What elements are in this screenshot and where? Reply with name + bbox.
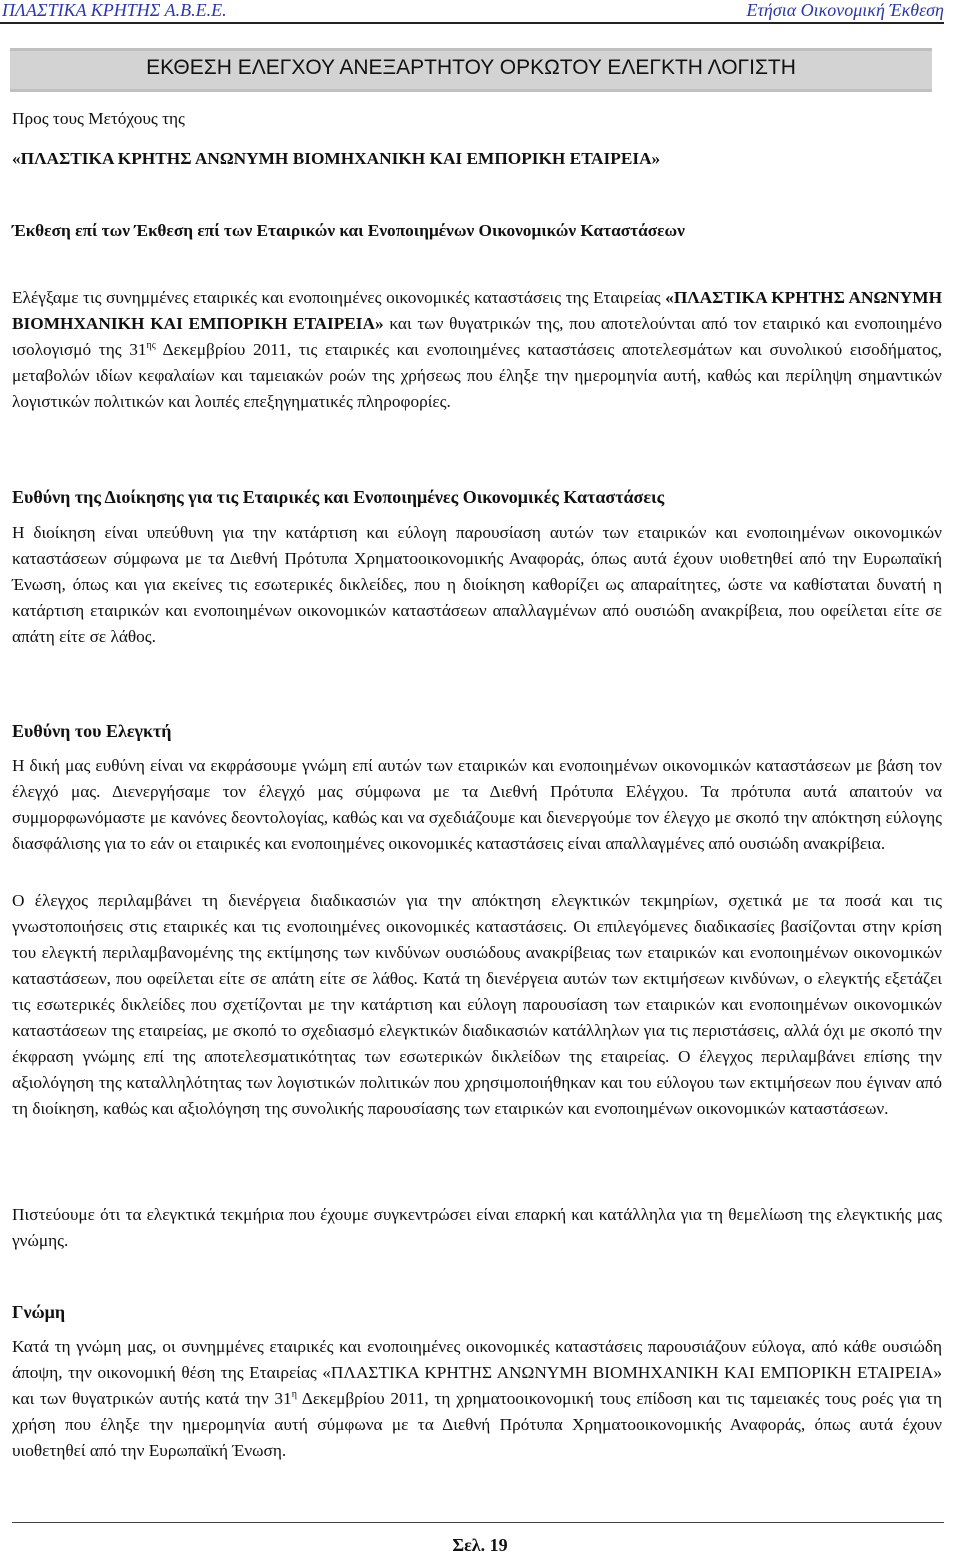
- header-divider: [0, 22, 944, 24]
- opinion-heading: Γνώμη: [12, 1302, 66, 1322]
- intro-text-end: Δεκεμβρίου 2011, τις εταιρικές και ενοποιημένες καταστάσεις αποτελεσμάτων και συνολικού εισοδήματος, μεταβολών ιδίων κεφαλαίων και ταμειακών ροών της χρήσεως που έληξε την ημερομηνία αυτή, καθώς και περίληψη σημαντικών λογιστικών πολιτικών και λοιπές επεξηγηματικές πληροφορίες.: [12, 340, 942, 411]
- intro-company-name: «ΠΛΑΣΤΙΚΑ ΚΡΗΤΗΣ ΑΝΩΝΥΜΗ ΒΙΟΜΗΧΑΝΙΚΗ ΚΑΙ ΕΜΠΟΡΙΚΗ ΕΤΑΙΡΕΙΑ»: [12, 288, 943, 333]
- report-subtitle: Έκθεση επί των Έκθεση επί των Εταιρικών και Ενοποιημένων Οικονομικών Καταστάσεων: [12, 221, 685, 240]
- opinion-text-end: Δεκεμβρίου 2011, τη χρηματοοικονομική τους επίδοση και τις ταμειακές τους ροές για τη χρήση που έληξε την ημερομηνία αυτή σύμφωνα με τα Διεθνή Πρότυπα Χρηματοοικονομικής Αναφοράς, όπως αυτά έχουν υιοθετηθεί από την Ευρωπαϊκή Ένωση.: [12, 1389, 942, 1460]
- addressee-line: Προς τους Μετόχους της: [12, 109, 185, 128]
- auditor-paragraph-3: Πιστεύουμε ότι τα ελεγκτικά τεκμήρια που έχουμε συγκεντρώσει είναι επαρκή και κατάλληλα για τη θεμελίωση της ελεγκτικής μας γνώμης.: [12, 1205, 942, 1250]
- management-paragraph: Η διοίκηση είναι υπεύθυνη για την κατάρτιση και εύλογη παρουσίαση αυτών των εταιρικών και ενοποιημένων οικονομικών καταστάσεων σύμφωνα με τα Διεθνή Πρότυπα Χρηματοοικονομικής Αναφοράς, όπως αυτά έχουν υιοθετηθεί από την Ευρωπαϊκή Ένωση, όπως και για εκείνες τις εσωτερικές δικλείδες, που η διοίκηση καθορίζει ως απαραίτητες, ώστε να καθίσταται δυνατή η κατάρτιση εταιρικών και ενοποιημένων οικονομικών καταστάσεων απαλλαγμένων από ουσιώδη ανακρίβεια, που οφείλεται είτε σε απάτη είτε σε λάθος.: [12, 523, 942, 646]
- auditor-heading: Ευθύνη του Ελεγκτή: [12, 721, 172, 741]
- header-report-name: Ετήσια Οικονομική Έκθεση: [746, 0, 944, 20]
- addressee-company: «ΠΛΑΣΤΙΚΑ ΚΡΗΤΗΣ ΑΝΩΝΥΜΗ ΒΙΟΜΗΧΑΝΙΚΗ ΚΑΙ ΕΜΠΟΡΙΚΗ ΕΤΑΙΡΕΙΑ»: [12, 149, 661, 168]
- intro-ordinal-suffix: ης: [146, 340, 156, 351]
- page-number: Σελ. 19: [452, 1535, 508, 1555]
- page-header: [0, 0, 960, 22]
- opinion-paragraph: [12, 1334, 942, 1464]
- footer-divider: [12, 1522, 944, 1523]
- auditor-paragraph-2: Ο έλεγχος περιλαμβάνει τη διενέργεια διαδικασιών για την απόκτηση ελεγκτικών τεκμηρίων, σχετικά με τα ποσά και τις γνωστοποιήσεις στις εταιρικές και τις ενοποιημένες οικονομικές καταστάσεις. Οι επιλεγόμενες διαδικασίες βασίζονται στην κρίση του ελεγκτή περιλαμβανομένης της εκτίμησης των κινδύνων ουσιώδους ανακρίβειας των εταιρικών και ενοποιημένων οικονομικών καταστάσεων, που οφείλεται είτε σε απάτη είτε σε λάθος. Κατά τη διενέργεια αυτών των εκτιμήσεων κινδύνων, ο ελεγκτής εξετάζει τις εσωτερικές δικλείδες που σχετίζονται με την κατάρτιση και εύλογη παρουσίαση των εταιρικών και ενοποιημένων οικονομικών καταστάσεων της εταιρείας, με σκοπό το σχεδιασμό ελεγκτικών διαδικασιών κατάλληλων για τις περιστάσεις, αλλά όχι με σκοπό την έκφραση γνώμης επί της αποτελεσματικότητας των εσωτερικών δικλείδων της εταιρείας. Ο έλεγχος περιλαμβάνει επίσης την αξιολόγηση της καταλληλότητας των λογιστικών πολιτικών που χρησιμοποιήθηκαν και του εύλογου των εκτιμήσεων που έγιναν από τη διοίκηση, καθώς και αξιολόγηση της συνολικής παρουσίασης των εταιρικών και ενοποιημένων οικονομικών καταστάσεων.: [12, 891, 942, 1118]
- intro-text-start: Ελέγξαμε τις συνημμένες εταιρικές και ενοποιημένες οικονομικές καταστάσεις της Εταιρείας: [12, 288, 666, 307]
- report-main-title: ΕΚΘΕΣΗ ΕΛΕΓΧΟΥ ΑΝΕΞΑΡΤΗΤΟΥ ΟΡΚΩΤΟΥ ΕΛΕΓΚΤΗ ΛΟΓΙΣΤΗ: [146, 56, 796, 79]
- intro-text-middle: και των θυγατρικών της, που αποτελούνται από τον εταιρικό και ενοποιημένο ισολογισμό της 31: [12, 314, 942, 359]
- management-heading: Ευθύνη της Διοίκησης για τις Εταιρικές και Ενοποιημένες Οικονομικές Καταστάσεις: [12, 487, 665, 507]
- intro-paragraph: [12, 285, 942, 415]
- opinion-text-start: Κατά τη γνώμη μας, οι συνημμένες εταιρικές και ενοποιημένες οικονομικές καταστάσεις παρουσιάζουν εύλογα, από κάθε ουσιώδη άποψη, την οικονομική θέση της Εταιρείας «ΠΛΑΣΤΙΚΑ ΚΡΗΤΗΣ ΑΝΩΝΥΜΗ ΒΙΟΜΗΧΑΝΙΚΗ ΚΑΙ ΕΜΠΟΡΙΚΗ ΕΤΑΙΡΕΙΑ» και των θυγατρικών αυτής κατά την 31: [12, 1337, 942, 1408]
- auditor-paragraph-1: Η δική μας ευθύνη είναι να εκφράσουμε γνώμη επί αυτών των εταιρικών και ενοποιημένων οικονομικών καταστάσεων με βάση τον έλεγχό μας. Διενεργήσαμε τον έλεγχό μας σύμφωνα με τα Διεθνή Πρότυπα Ελέγχου. Τα πρότυπα αυτά απαιτούν να συμμορφωνόμαστε με κανόνες δεοντολογίας, καθώς και να σχεδιάζουμε και διενεργούμε τον έλεγχο με σκοπό την απόκτηση εύλογης διασφάλισης για το εάν οι εταιρικές και ενοποιημένες οικονομικές καταστάσεις είναι απαλλαγμένες από ουσιώδη ανακρίβεια.: [12, 756, 942, 853]
- opinion-ordinal-suffix: η: [291, 1389, 297, 1400]
- header-company: ΠΛΑΣΤΙΚΑ ΚΡΗΤΗΣ Α.Β.Ε.Ε.: [2, 0, 227, 20]
- title-band: [10, 48, 932, 92]
